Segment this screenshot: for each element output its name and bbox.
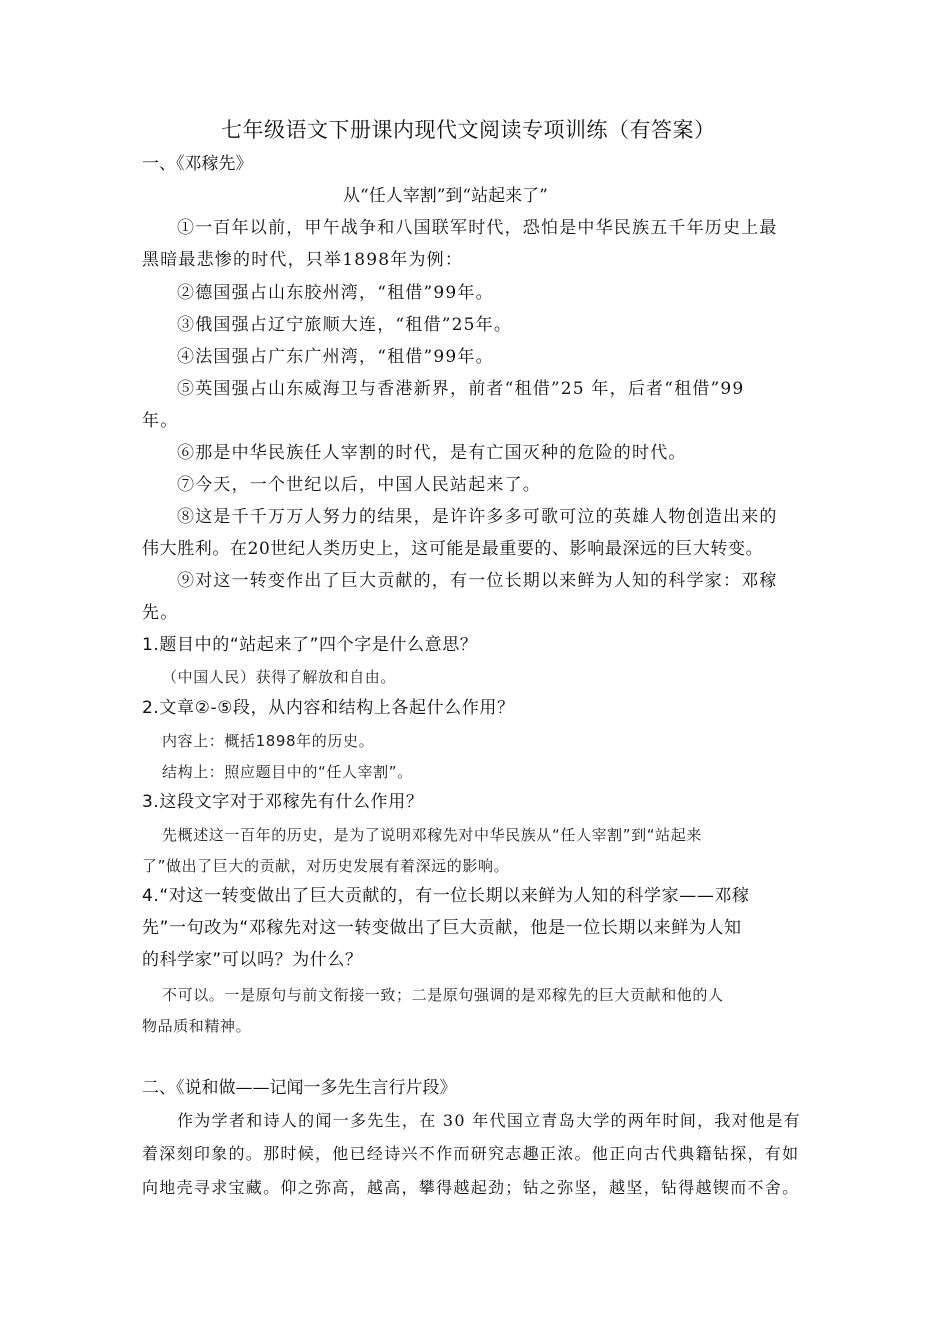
document-title: 七年级语文下册课内现代文阅读专项训练（有答案） bbox=[221, 118, 716, 142]
answer-4: 物品质和精神。 bbox=[142, 1017, 252, 1035]
passage-1-paragraph: ⑤英国强占山东威海卫与香港新界，前者“租借”25 年，后者“租借”99 bbox=[177, 379, 745, 399]
question-4: 4.“对这一转变做出了巨大贡献的，有一位长期以来鲜为人知的科学家——邓稼 bbox=[142, 886, 750, 906]
passage-1-paragraph: ①一百年以前，甲午战争和八国联军时代，恐怕是中华民族五千年历史上最 bbox=[177, 218, 778, 238]
answer-1: （中国人民）获得了解放和自由。 bbox=[162, 668, 397, 686]
question-4: 先”一句改为“邓稼先对这一转变做出了巨大贡献，他是一位长期以来鲜为人知 bbox=[142, 918, 742, 938]
passage-2-paragraph: 作为学者和诗人的闻一多先生，在 30 年代国立青岛大学的两年时间，我对他是有 bbox=[177, 1111, 801, 1130]
passage-1-paragraph: ③俄国强占辽宁旅顺大连，“租借”25年。 bbox=[177, 315, 513, 335]
passage-1-paragraph: ⑦今天，一个世纪以后，中国人民站起来了。 bbox=[177, 475, 541, 495]
passage-2-paragraph: 着深刻印象的。那时候，他已经诗兴不作而研究志趣正浓。他正向古代典籍钻探，有如 bbox=[142, 1144, 800, 1163]
question-1: 1.题目中的“站起来了”四个字是什么意思？ bbox=[142, 635, 478, 655]
section-1-heading: 一、《邓稼先》 bbox=[142, 154, 253, 174]
passage-2-paragraph: 向地壳寻求宝藏。仰之弥高，越高，攀得越起劲；钻之弥坚，越坚，钻得越锲而不舍。 bbox=[142, 1178, 800, 1197]
passage-1-paragraph: ⑧这是千千万万人努力的结果，是许许多多可歌可泣的英雄人物创造出来的 bbox=[177, 507, 778, 527]
passage-1-paragraph: 年。 bbox=[142, 411, 179, 431]
question-4: 的科学家”可以吗？为什么？ bbox=[142, 950, 363, 970]
answer-2: 结构上：照应题目中的“任人宰割”。 bbox=[162, 763, 413, 781]
answer-2: 内容上：概括1898年的历史。 bbox=[162, 732, 375, 750]
question-3: 3.这段文字对于邓稼先有什么作用？ bbox=[142, 792, 424, 812]
answer-3: 先概述这一百年的历史，是为了说明邓稼先对中华民族从“任人宰割”到“站起来 bbox=[162, 826, 702, 844]
passage-1-paragraph: 先。 bbox=[142, 603, 179, 623]
answer-4: 不可以。一是原句与前文衔接一致；二是原句强调的是邓稼先的巨大贡献和他的人 bbox=[162, 986, 724, 1004]
passage-1-subtitle: 从“任人宰割”到“站起来了” bbox=[343, 186, 548, 206]
answer-3: 了”做出了巨大的贡献，对历史发展有着深远的影响。 bbox=[142, 857, 510, 875]
passage-1-paragraph: ②德国强占山东胶州湾，“租借”99年。 bbox=[177, 283, 494, 303]
passage-1-paragraph: 伟大胜利。在20世纪人类历史上，这可能是最重要的、影响最深远的巨大转变。 bbox=[142, 539, 764, 559]
passage-1-paragraph: 黑暗最悲惨的时代，只举1898年为例： bbox=[142, 250, 464, 270]
passage-1-paragraph: ④法国强占广东广州湾，“租借”99年。 bbox=[177, 347, 494, 367]
section-2-heading: 二、《说和做——记闻一多先生言行片段》 bbox=[142, 1078, 457, 1098]
passage-1-paragraph: ⑨对这一转变作出了巨大贡献的，有一位长期以来鲜为人知的科学家：邓稼 bbox=[177, 571, 778, 591]
passage-1-paragraph: ⑥那是中华民族任人宰割的时代，是有亡国灭种的危险的时代。 bbox=[177, 443, 687, 463]
question-2: 2.文章②-⑤段，从内容和结构上各起什么作用？ bbox=[142, 698, 515, 718]
